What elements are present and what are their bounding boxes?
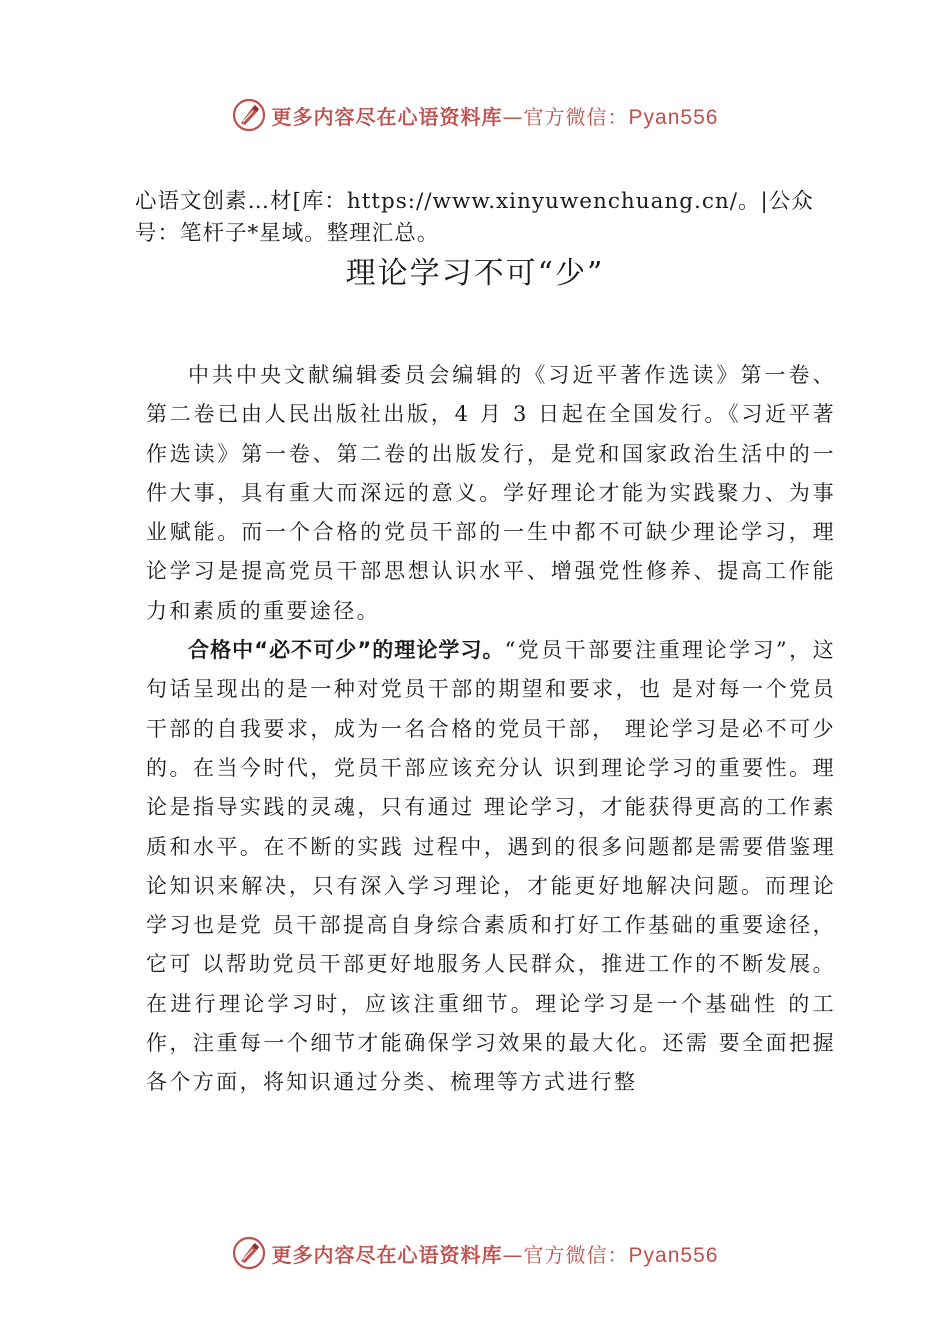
page-title: 理论学习不可“少” [345,256,605,291]
banner-wechat-label: 官方微信： [523,104,629,129]
source-line: 心语文创素…材[库：https://www.xinyuwenchuang.cn/。|公众号：笔杆子*星域。整理汇总。 [135,189,814,246]
pen-nib-logo-icon [232,1236,266,1270]
banner-wechat-id: Pyan556 [628,1243,719,1267]
banner-wechat-id: Pyan556 [628,105,719,129]
banner-text [272,1239,719,1268]
paragraph-2 [146,631,836,1103]
banner-wechat-label: 官方微信： [523,1242,629,1267]
header-banner [0,95,950,135]
banner-separator: — [502,104,524,129]
paragraph-2-body: “党员干部要注重理论学习”，这句话呈现出的是一种对党员干部的期望和要求，也 是对每一个党员干部的自我要求，成为一名合格的党员干部， 理论学习是必不可少的。在当今时代，党员干部应该充分认 识到理论学习的重要性。理论是指导实践的灵魂，只有通过 理论学习，才能获得更高的工作素质和水平。在不断的实践 过程中，遇到的很多问题都是需要借鉴理论知识来解决，只有深入学习理论，才能更好地解决问题。而理论学习也是党 员干部提高自身综合素质和打好工作基础的重要途径，它可 以帮助党员干部更好地服务人民群众，推进工作的不断发展。在进行理论学习时，应该注重细节。理论学习是一个基础性 的工作，注重每一个细节才能确保学习效果的最大化。还需 要全面把握各个方面，将知识通过分类、梳理等方式进行整 [146,638,836,1095]
pen-nib-logo-icon [232,98,266,132]
paragraph-1: 中共中央文献编辑委员会编辑的《习近平著作选读》第一卷、第二卷已由人民出版社出版，4 月 3 日起在全国发行。《习近平著作选读》第一卷、第二卷的出版发行，是党和国家政治生活中的一件大事，具有重大而深远的意义。学好理论才能为实践聚力、为事业赋能。而一个合格的党员干部的一生中都不可缺少理论学习，理论学习是提高党员干部思想认识水平、增强党性修养、提高工作能力和素质的重要途径。 [146,363,836,623]
footer-banner [0,1233,950,1273]
banner-slogan: 更多内容尽在心语资料库 [271,104,503,129]
paragraph-2-lead: 合格中“必不可少”的理论学习。 [188,638,505,663]
banner-separator: — [502,1242,524,1267]
banner-text [272,101,719,130]
banner-slogan: 更多内容尽在心语资料库 [271,1242,503,1267]
article-body [146,356,836,1103]
